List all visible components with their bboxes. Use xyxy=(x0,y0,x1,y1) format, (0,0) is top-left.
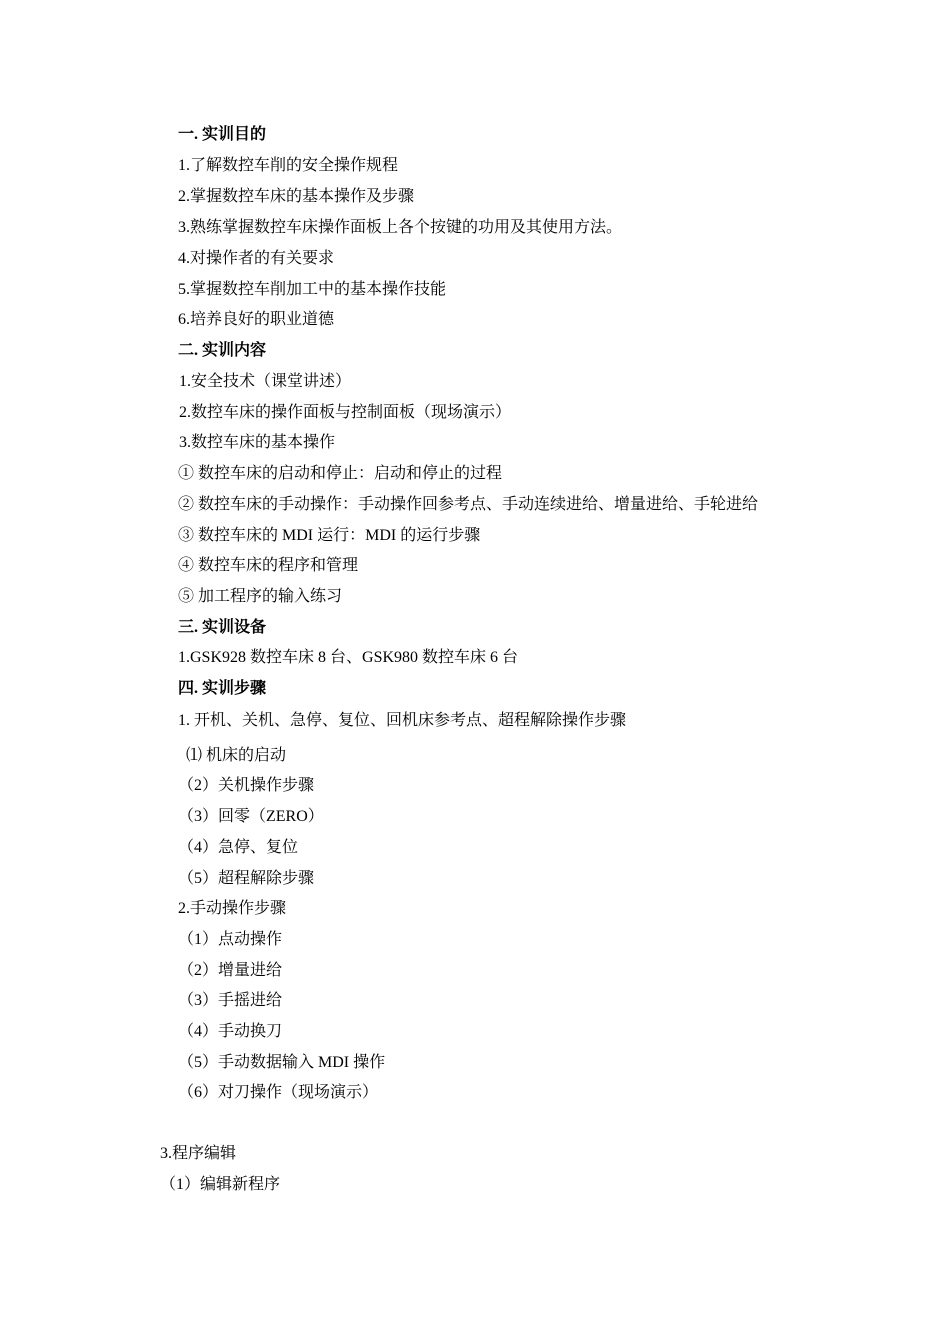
text-line: 2.掌握数控车床的基本操作及步骤 xyxy=(178,188,415,205)
text-line: （5）手动数据输入 MDI 操作 xyxy=(178,1054,386,1071)
text-line: ② 数控车床的手动操作：手动操作回参考点、手动连续进给、增量进给、手轮进给 xyxy=(178,496,759,513)
text-line: （1）点动操作 xyxy=(178,931,283,948)
text-line: 3.数控车床的基本操作 xyxy=(179,434,336,451)
text-line: 1.安全技术（课堂讲述） xyxy=(179,373,352,390)
text-line: 4.对操作者的有关要求 xyxy=(178,250,335,267)
section-heading-equipment: 三. 实训设备 xyxy=(178,619,267,636)
text-line: （5）超程解除步骤 xyxy=(178,870,315,887)
text-line: ⑤ 加工程序的输入练习 xyxy=(178,588,343,605)
section-heading-content: 二. 实训内容 xyxy=(178,342,267,359)
text-line: ④ 数控车床的程序和管理 xyxy=(178,557,359,574)
text-line: ① 数控车床的启动和停止：启动和停止的过程 xyxy=(178,465,503,482)
section-heading-steps: 四. 实训步骤 xyxy=(178,680,267,697)
text-line: （6）对刀操作（现场演示） xyxy=(178,1084,379,1101)
text-line: （3）手摇进给 xyxy=(178,992,283,1009)
text-line: 1. 开机、关机、急停、复位、回机床参考点、超程解除操作步骤 xyxy=(178,712,627,729)
text-line: 5.掌握数控车削加工中的基本操作技能 xyxy=(178,281,447,298)
text-line: 3.熟练掌握数控车床操作面板上各个按键的功用及其使用方法。 xyxy=(178,219,623,236)
text-line: （2）关机操作步骤 xyxy=(178,777,315,794)
text-line: 1.了解数控车削的安全操作规程 xyxy=(178,157,399,174)
text-line: （4）急停、复位 xyxy=(178,839,299,856)
section-heading-objectives: 一. 实训目的 xyxy=(178,126,267,143)
text-line: （1）编辑新程序 xyxy=(160,1176,281,1193)
text-line: 1.GSK928 数控车床 8 台、GSK980 数控车床 6 台 xyxy=(178,649,519,666)
text-line: ⑴ 机床的启动 xyxy=(186,747,287,764)
text-line: ③ 数控车床的 MDI 运行：MDI 的运行步骤 xyxy=(178,527,481,544)
text-line: 6.培养良好的职业道德 xyxy=(178,311,335,328)
text-line: 2.数控车床的操作面板与控制面板（现场演示） xyxy=(179,404,512,421)
text-line: （2）增量进给 xyxy=(178,962,283,979)
text-line: （4）手动换刀 xyxy=(178,1023,283,1040)
text-line: （3）回零（ZERO） xyxy=(178,808,324,825)
text-line: 2.手动操作步骤 xyxy=(178,900,287,917)
text-line: 3.程序编辑 xyxy=(160,1145,237,1162)
